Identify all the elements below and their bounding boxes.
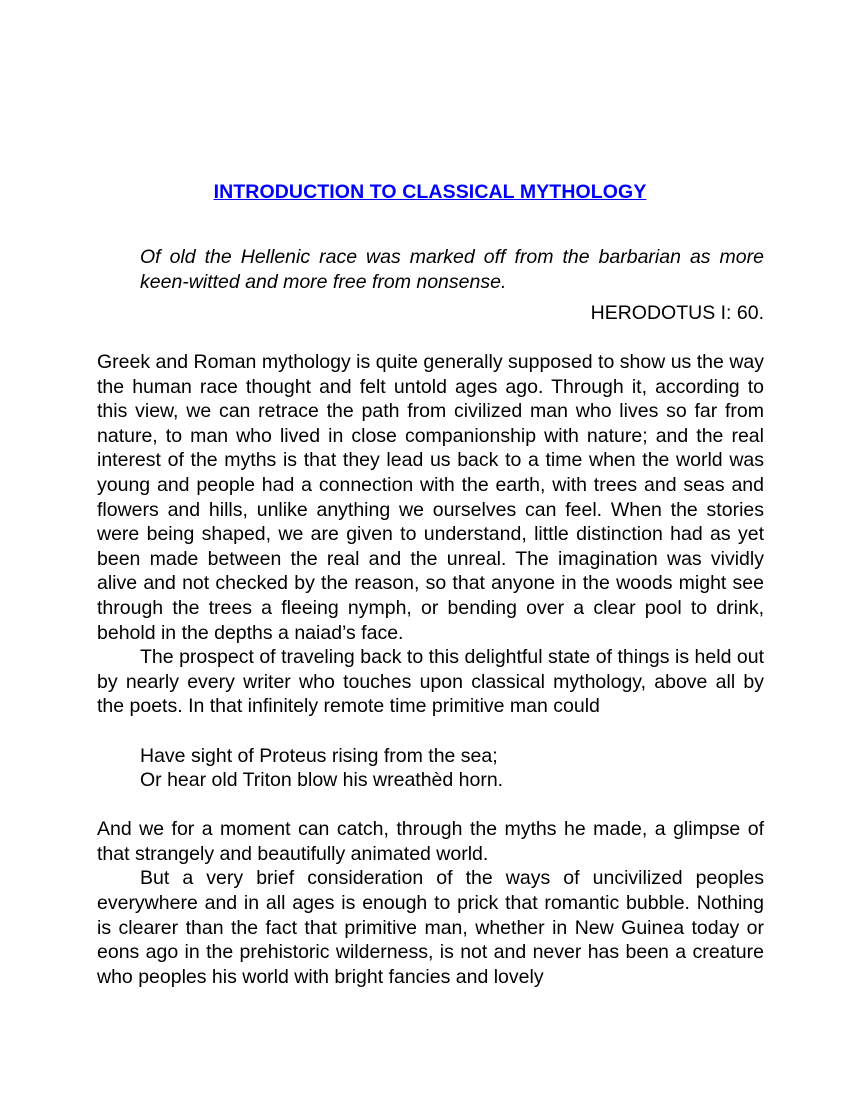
verse-spacer-above (97, 719, 764, 744)
page-title: INTRODUCTION TO CLASSICAL MYTHOLOGY (213, 181, 647, 203)
verse-spacer-below (97, 793, 764, 818)
body-paragraph-1: Greek and Roman mythology is quite generally supposed to show us the way the human race thought and felt untold ages ago. Through it, according to this view, we can retrace the path from civilized man who lives so far from nature, to man who lived in close companionship with nature; and the real interest of the myths is that they lead us back to a time when the world was young and people had a connection with the earth, with trees and seas and flowers and hills, unlike anything we ourselves can feel. When the stories were being shaped, we are given to understand, little distinction had as yet been made between the real and the unreal. The imagination was vividly alive and not checked by the reason, so that anyone in the woods might see through the trees a fleeing nymph, or bending over a clear pool to drink, behold in the depths a naiad’s face. (97, 351, 764, 644)
verse-line-1: Have sight of Proteus rising from the sea; (140, 744, 498, 767)
epigraph-attribution: HERODOTUS I: 60. (590, 302, 764, 324)
body-paragraph-4: But a very brief consideration of the ways of uncivilized peoples everywhere and in all ages is enough to prick that romantic bubble. Nothing is clearer than the fact that primitive man, whether in New Guinea today or eons ago in the prehistoric wilderness, is not and never has been a creature who peoples his world with bright fancies and lovely (97, 867, 764, 988)
verse-block (97, 744, 764, 793)
body-paragraph-2: The prospect of traveling back to this delightful state of things is held out by nearly every writer who touches upon classical mythology, above all by the poets. In that infinitely remote time primitive man could (97, 646, 764, 718)
body-paragraph-3: And we for a moment can catch, through the myths he made, a glimpse of that strangely and beautifully animated world. (97, 818, 764, 865)
epigraph-quote: Of old the Hellenic race was marked off from the barbarian as more keen-witted and more free from nonsense. (140, 246, 764, 293)
verse-line-2: Or hear old Triton blow his wreathèd horn. (140, 769, 504, 792)
body-text-flow (97, 350, 764, 989)
